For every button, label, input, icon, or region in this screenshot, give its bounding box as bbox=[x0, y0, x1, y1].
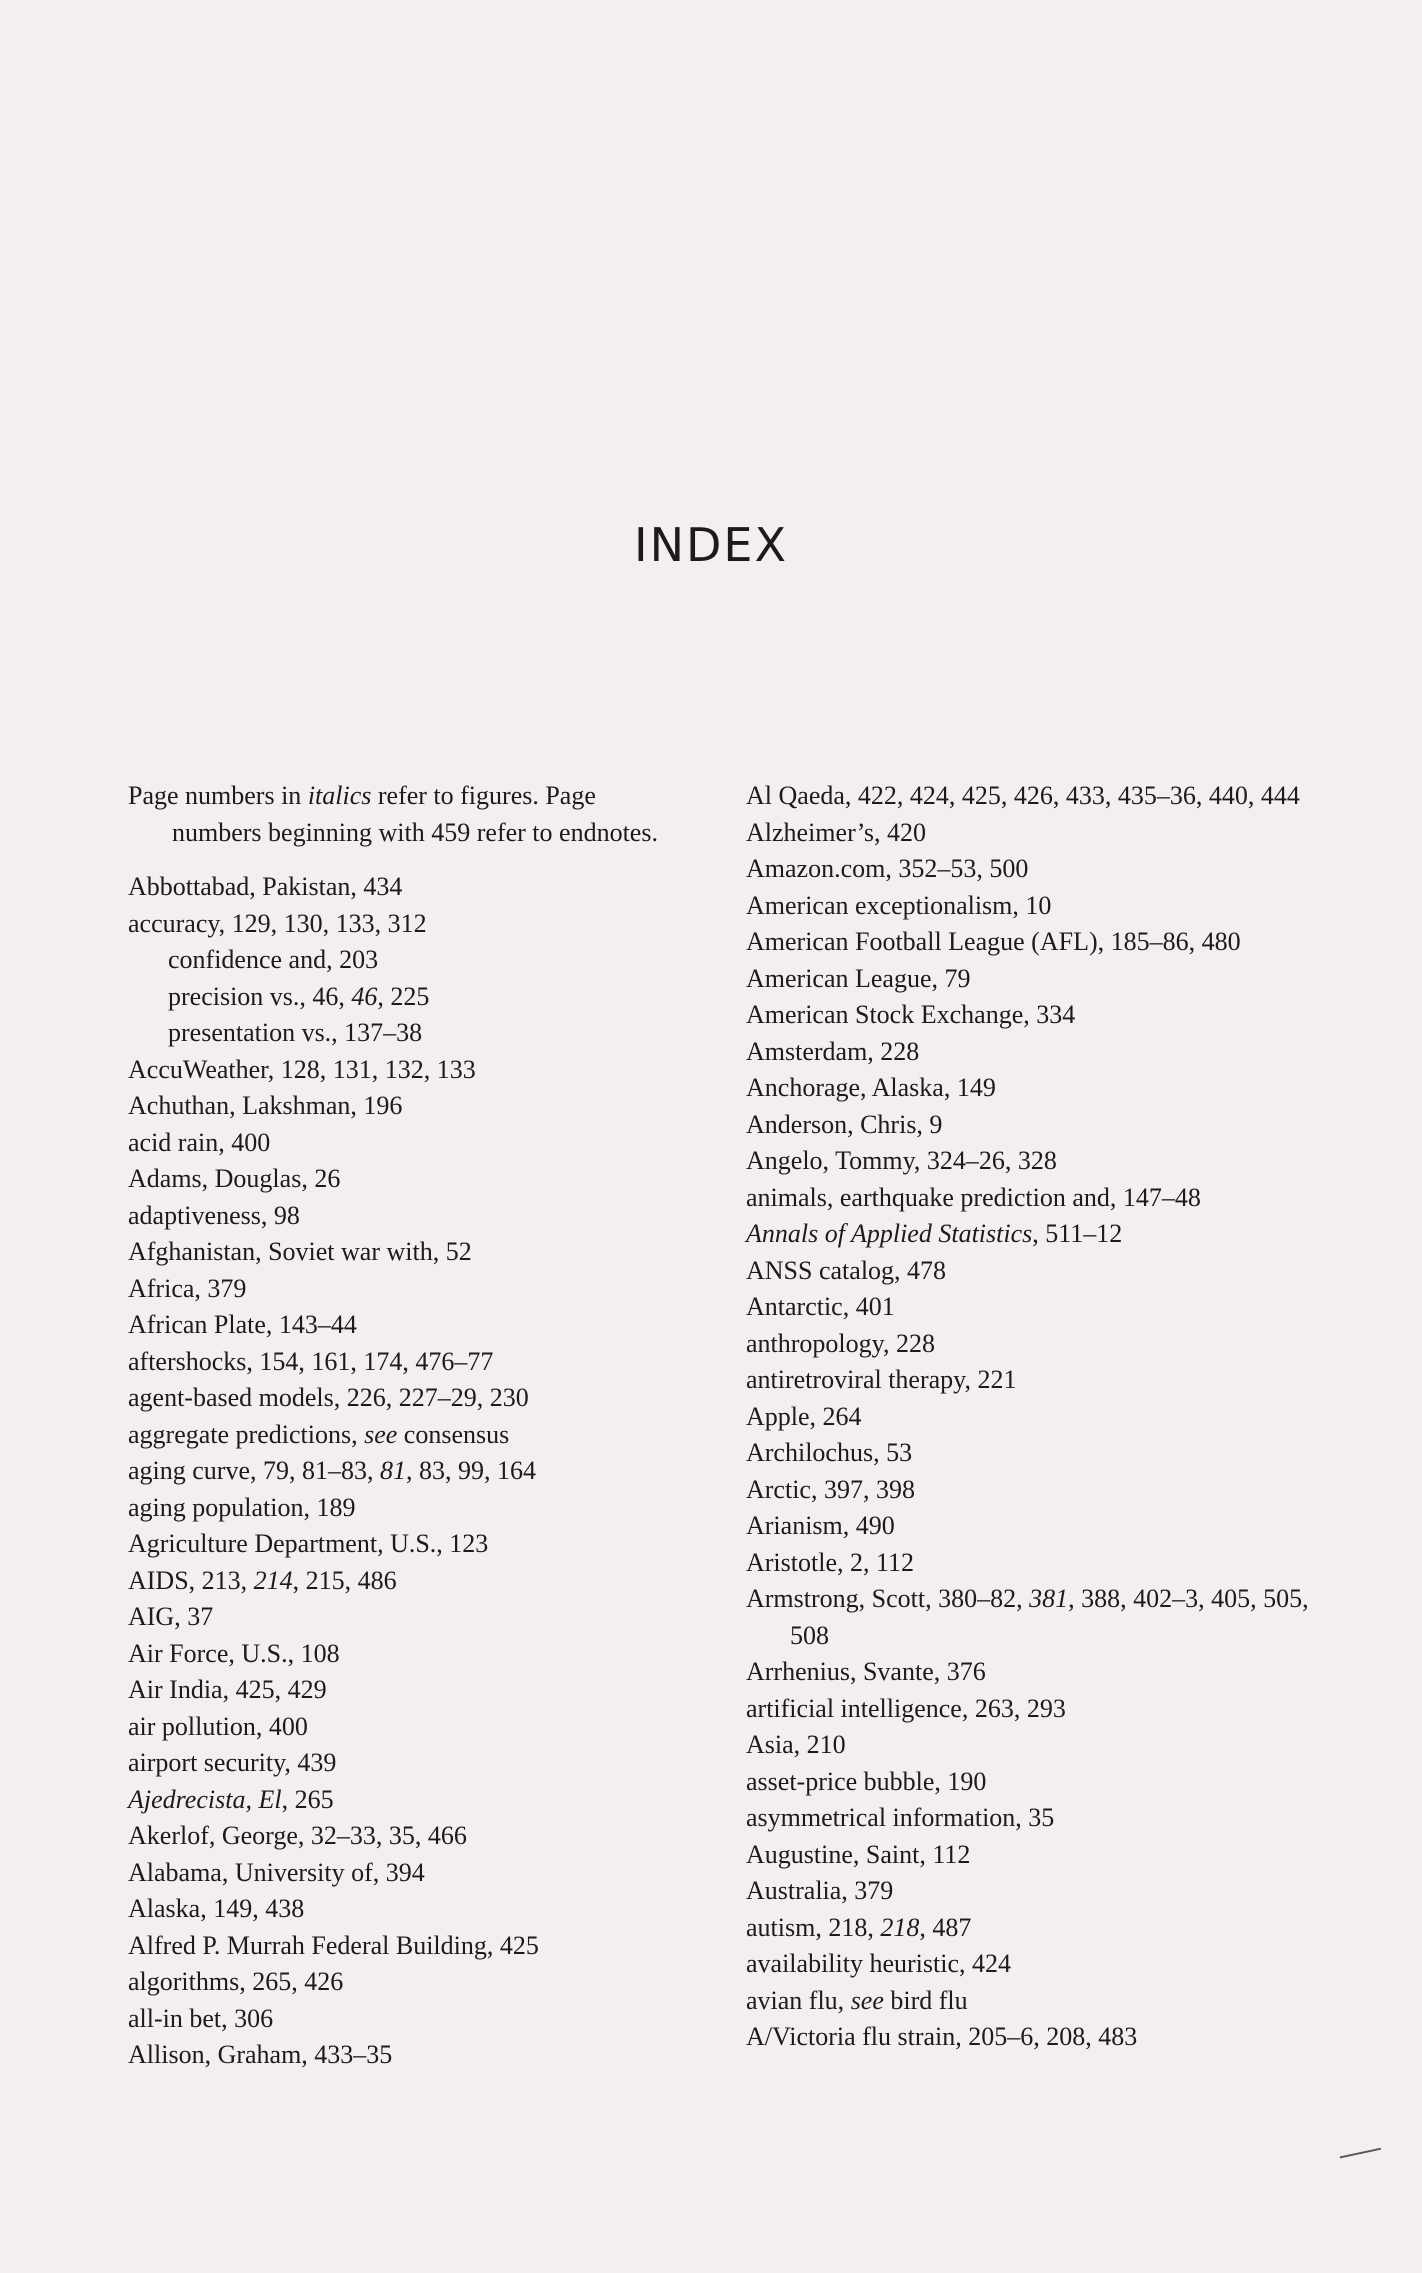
index-entry: Alabama, University of, 394 bbox=[128, 1857, 425, 1887]
index-entry: Afghanistan, Soviet war with, 52 bbox=[128, 1237, 472, 1266]
index-entry: Angelo, Tommy, 324–26, 328 bbox=[746, 1146, 1057, 1175]
index-entry: Akerlof, George, 32–33, 35, 466 bbox=[128, 1821, 467, 1850]
index-entry: Annals of Applied Statistics, 511–12 bbox=[746, 1219, 1123, 1248]
index-entry: airport security, 439 bbox=[128, 1748, 337, 1777]
index-subentry: precision vs., 46, 46, 225 bbox=[168, 981, 430, 1011]
index-entry: Arianism, 490 bbox=[746, 1511, 895, 1540]
index-entry: Anchorage, Alaska, 149 bbox=[746, 1073, 996, 1102]
index-entry: Archilochus, 53 bbox=[746, 1438, 913, 1467]
index-entry: Agriculture Department, U.S., 123 bbox=[128, 1529, 489, 1558]
index-entry: A/Victoria flu strain, 205–6, 208, 483 bbox=[746, 2022, 1138, 2051]
index-entry: Air Force, U.S., 108 bbox=[128, 1638, 340, 1668]
index-column-left bbox=[128, 778, 688, 2074]
index-entry: asset-price bubble, 190 bbox=[746, 1766, 987, 1796]
index-entry: aging population, 189 bbox=[128, 1492, 356, 1522]
index-entry: Australia, 379 bbox=[746, 1876, 894, 1905]
index-entry: Allison, Graham, 433–35 bbox=[128, 2040, 393, 2069]
index-entry: Asia, 210 bbox=[746, 1730, 846, 1759]
index-entry: antiretroviral therapy, 221 bbox=[746, 1365, 1017, 1394]
index-entry: AIG, 37 bbox=[128, 1602, 214, 1631]
index-entry: Aristotle, 2, 112 bbox=[746, 1547, 915, 1577]
index-entry: Air India, 425, 429 bbox=[128, 1675, 327, 1704]
index-subentry: confidence and, 203 bbox=[168, 945, 379, 974]
page-title: INDEX bbox=[634, 518, 788, 572]
index-entry: accuracy, 129, 130, 133, 312 bbox=[128, 908, 427, 938]
index-entry: anthropology, 228 bbox=[746, 1328, 935, 1358]
index-entry: Alzheimer’s, 420 bbox=[746, 817, 927, 847]
index-subentry: presentation vs., 137–38 bbox=[168, 1018, 423, 1047]
index-entry: African Plate, 143–44 bbox=[128, 1310, 357, 1339]
index-entry: Alaska, 149, 438 bbox=[128, 1894, 305, 1923]
index-entry: aftershocks, 154, 161, 174, 476–77 bbox=[128, 1346, 494, 1376]
pencil-mark bbox=[1340, 2148, 1383, 2165]
index-entry: AccuWeather, 128, 131, 132, 133 bbox=[128, 1054, 476, 1084]
index-entry: Africa, 379 bbox=[128, 1273, 247, 1303]
index-entry: ANSS catalog, 478 bbox=[746, 1255, 947, 1285]
index-entry: American Stock Exchange, 334 bbox=[746, 1000, 1076, 1029]
index-entry: Armstrong, Scott, 380–82, 381, 388, 402–3, 405, 505, 508 bbox=[746, 1584, 1309, 1650]
index-entry: aging curve, 79, 81–83, 81, 83, 99, 164 bbox=[128, 1456, 537, 1485]
index-note: Page numbers in italics refer to figures. Page numbers beginning with 459 refer to endnotes. bbox=[128, 781, 658, 847]
index-entry: Anderson, Chris, 9 bbox=[746, 1109, 943, 1139]
index-entry: agent-based models, 226, 227–29, 230 bbox=[128, 1383, 529, 1412]
index-entry: all-in bet, 306 bbox=[128, 2003, 274, 2033]
index-entry: aggregate predictions, see consensus bbox=[128, 1419, 510, 1449]
index-entry: Abbottabad, Pakistan, 434 bbox=[128, 872, 403, 901]
index-entry: availability heuristic, 424 bbox=[746, 1949, 1011, 1978]
index-entry: air pollution, 400 bbox=[128, 1711, 308, 1741]
index-entry: Adams, Douglas, 26 bbox=[128, 1164, 341, 1193]
index-entry: Achuthan, Lakshman, 196 bbox=[128, 1091, 403, 1120]
index-entry: adaptiveness, 98 bbox=[128, 1200, 300, 1230]
index-entry: artificial intelligence, 263, 293 bbox=[746, 1693, 1066, 1723]
index-entry: asymmetrical information, 35 bbox=[746, 1803, 1055, 1832]
index-entry: Amazon.com, 352–53, 500 bbox=[746, 854, 1029, 883]
index-entry: AIDS, 213, 214, 215, 486 bbox=[128, 1565, 397, 1595]
index-entry: avian flu, see bird flu bbox=[746, 1985, 968, 2015]
index-entry: Al Qaeda, 422, 424, 425, 426, 433, 435–36, 440, 444 bbox=[746, 781, 1300, 810]
index-entry: animals, earthquake prediction and, 147–48 bbox=[746, 1182, 1201, 1212]
index-entry: Apple, 264 bbox=[746, 1401, 862, 1431]
index-entry: Augustine, Saint, 112 bbox=[746, 1839, 971, 1869]
index-column-right bbox=[746, 778, 1326, 2056]
index-entry: acid rain, 400 bbox=[128, 1127, 271, 1157]
index-entry: Antarctic, 401 bbox=[746, 1292, 895, 1321]
index-entry: Ajedrecista, El, 265 bbox=[128, 1784, 334, 1814]
index-entry: American Football League (AFL), 185–86, 480 bbox=[746, 927, 1241, 956]
index-entry: autism, 218, 218, 487 bbox=[746, 1912, 972, 1942]
index-entry: American League, 79 bbox=[746, 963, 971, 993]
index-entry: algorithms, 265, 426 bbox=[128, 1967, 344, 1996]
index-entry: American exceptionalism, 10 bbox=[746, 890, 1052, 920]
index-entry: Arctic, 397, 398 bbox=[746, 1474, 915, 1504]
index-entry: Alfred P. Murrah Federal Building, 425 bbox=[128, 1930, 539, 1960]
index-entry: Amsterdam, 228 bbox=[746, 1036, 920, 1066]
index-entry: Arrhenius, Svante, 376 bbox=[746, 1657, 986, 1686]
